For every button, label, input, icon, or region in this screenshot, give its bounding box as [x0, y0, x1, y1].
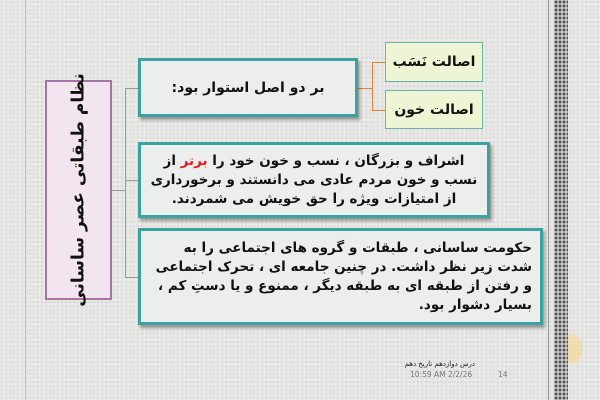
connector: [125, 88, 138, 89]
connector: [112, 190, 125, 191]
connector: [125, 88, 126, 278]
para1-highlight: برتر: [180, 152, 208, 169]
para1-text: از نسب و خون مردم عادی می دانستند و برخورداری از امتیازات ویژه را حق خویش می شمردند.: [150, 152, 478, 207]
right-guide-line: [548, 0, 549, 400]
connector: [372, 62, 385, 63]
page-number: 14: [498, 370, 508, 379]
paragraph-box-2: [138, 228, 543, 325]
title-box: [45, 73, 112, 307]
footer-course: درس دوازدهم تاریخ دهم: [404, 360, 475, 368]
para2-text: حکومت ساسانی ، طبقات و گروه های اجتماعی را به شدت زیر نظر داشت. در چنین جامعه ای ، تحرک اجتماعی و رفتن از طبقه ای به طبقه دیگر ، ممنوع و یا دستِ کم ، بسیار دشوار بود.: [155, 239, 532, 313]
title-text: نظام طبقاتی عصر ساسانی: [68, 73, 89, 307]
connector: [372, 62, 373, 110]
branch-blood: اصالت خون: [385, 90, 483, 129]
connector: [372, 110, 385, 111]
decorative-logo: [568, 335, 582, 363]
footer-datetime: 10:59 AM 2/2/26: [410, 370, 473, 379]
decorative-strip: [554, 0, 568, 400]
branch-lineage: اصالت نَسَب: [385, 42, 483, 82]
principle-box: بر دو اصل استوار بود:: [138, 58, 358, 117]
para1-text: اشراف و بزرگان ، نسب و خون خود را: [207, 152, 465, 169]
paragraph-box-1: [138, 142, 490, 218]
left-guide-line: [25, 0, 26, 400]
connector: [358, 88, 372, 89]
connector: [125, 277, 138, 278]
connector: [125, 180, 138, 181]
